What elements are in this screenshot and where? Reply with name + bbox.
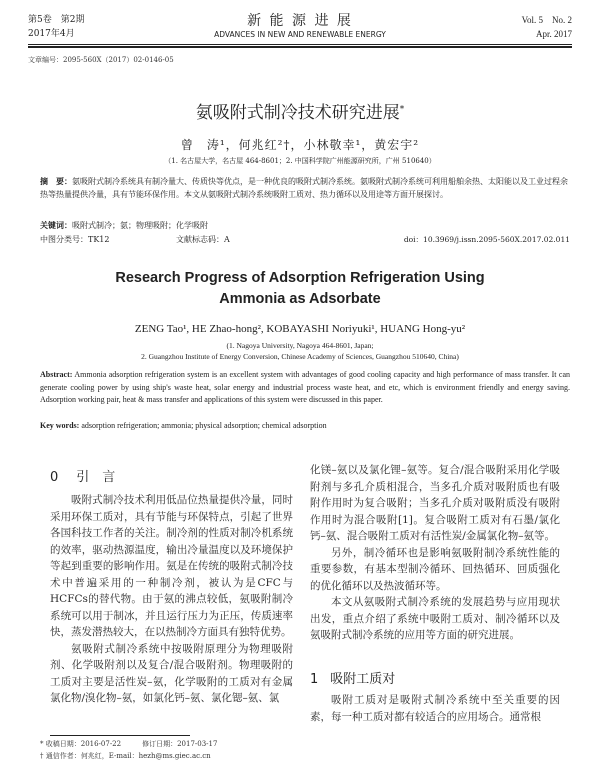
left-column <box>50 492 293 707</box>
clc-number: 中图分类号：TK12 <box>40 235 110 244</box>
keywords-cn-text: 吸附式制冷；氨；物理吸附；化学吸附 <box>72 221 208 230</box>
authors-cn: 曾 涛¹，何兆红²†，小林敬幸¹，黄宏宇² <box>180 138 420 152</box>
footnote-rule <box>50 735 190 736</box>
left-paragraph-2: 氨吸附式制冷系统中按吸附原理分为物理吸附剂、化学吸附剂以及复合/混合吸附剂。物理吸附的工质对主要是活性炭–氨，化学吸附的工质对有金属氯化物/溴化物–氨，如氯化钙–氨、氯化锶–氨、氯 <box>50 642 293 704</box>
section-1-body <box>310 692 560 725</box>
right-paragraph-3: 本文从氨吸附式制冷系统的发展趋势与应用现状出发，重点介绍了系统中吸附工质对、制冷循环以及氨吸附式制冷系统的应用等方面的研究进展。 <box>310 596 560 641</box>
document-code: 文献标志码：A <box>176 235 230 244</box>
abstract-cn <box>40 175 570 201</box>
footnote-mark-star: * <box>40 740 44 748</box>
abstract-en <box>40 369 570 407</box>
header-volume-cn: 第5卷 第2期 <box>28 15 85 25</box>
title-cn: 氨吸附式制冷技术研究进展* <box>195 103 405 123</box>
keywords-cn-label: 关键词： <box>40 220 72 230</box>
keywords-en <box>40 420 570 433</box>
abstract-cn-label: 摘 要： <box>40 176 72 186</box>
title-en-line1: Research Progress of Adsorption Refrigeration Using <box>115 270 485 286</box>
abstract-en-label: Abstract: <box>40 370 73 379</box>
left-paragraph-1: 吸附式制冷技术利用低品位热量提供冷量，同时采用环保工质对，具有节能与环保特点，引起了世界各国科技工作者的关注。制冷剂的性质对制冷机系统的效率，驱动热源温度，输出冷量温度以及环境保护等起到重要的影响作用。氨是在传统的吸附式制冷技术中普遍采用的一种制冷剂，被认为是CFC与HCFCs的替代物。由于氨的沸点较低，氨吸附制冷系统可以用于制冰，并且运行压力为正压，传质速率快，蒸发潜热较大，在以热制冷方面具有独特优势。 <box>50 494 293 638</box>
section-1-heading <box>310 668 395 687</box>
header-rule-thin <box>28 44 572 45</box>
affiliation-cn: （1. 名古屋大学，名古屋 464-8601；2. 中国科学院广州能源研究所，广州 510640） <box>164 157 436 165</box>
header-rule-thick <box>28 46 572 48</box>
keywords-en-text: adsorption refrigeration; ammonia; physical adsorption; chemical adsorption <box>81 421 327 430</box>
doi: doi：10.3969/j.issn.2095-560X.2017.02.011 <box>403 235 570 244</box>
right-paragraph-1: 化镁–氨以及氯化锂–氨等。复合/混合吸附采用化学吸附剂与多孔介质相混合，当多孔介质对吸附质也有吸附作用时为复合吸附；当多孔介质对吸附质没有吸附作用时为混合吸附[1]。复合吸附工质对有石墨/氯化钙–氨、混合吸附工质对有活性炭/金属氯化物–氨等。 <box>310 464 560 542</box>
section-1-title: 吸附工质对 <box>330 672 396 687</box>
keywords-cn <box>40 219 570 232</box>
right-paragraph-2: 另外，制冷循环也是影响氨吸附制冷系统性能的重要参数，有基本型制冷循环、回热循环、回质强化的优化循环以及热波循环等。 <box>310 546 560 592</box>
footnote-mark-dagger: † <box>40 752 44 760</box>
title-en-line2: Ammonia as Adsorbate <box>219 291 381 307</box>
header-date-cn: 2017年4月 <box>28 29 75 39</box>
right-column <box>310 462 560 644</box>
header-journal-en: ADVANCES IN NEW AND RENEWABLE ENERGY <box>214 30 386 39</box>
title-footnote-mark: * <box>399 104 405 115</box>
section-0-heading <box>50 466 115 485</box>
section-0-title: 引 言 <box>76 470 116 485</box>
abstract-cn-text: 氨吸附式制冷系统具有制冷量大、传质快等优点，是一种优良的吸附式制冷系统。氨吸附式制冷系统可利用船舶余热、太阳能以及工业过程余热等热量提供冷量，具有节能环保作用。本文从氨吸附式制冷系统吸附工质对、热力循环以及用途等方面开展探讨。 <box>40 177 568 199</box>
article-number: 文章编号：2095-560X（2017）02-0146-05 <box>28 56 174 64</box>
abstract-en-text: Ammonia adsorption refrigeration system is an excellent system with advantages of good cooling capacity and high performance of mass transfer. It can generate cooling power by using ship's waste heat, solar energy and industrial process waste heat, and etc, which is environment friendly and energy saving. Adsorption working pair, heat & mass transfer and applications of this system were discussed in this paper. <box>40 370 570 404</box>
header-date-en: Apr. 2017 <box>536 29 572 39</box>
affiliation-en-2: 2. Guangzhou Institute of Energy Conversion, Chinese Academy of Sciences, Guangzhou 510640, China) <box>141 352 459 361</box>
header-journal-cn: 新 能 源 进 展 <box>247 13 353 29</box>
section-0-number: 0 <box>50 470 59 485</box>
footnote-correspondence: † 通信作者：何兆红，E-mail：hezh@ms.giec.ac.cn <box>40 752 211 760</box>
section-1-paragraph: 吸附工质对是吸附式制冷系统中至关重要的因素，每一种工质对都有较适合的应用场合。通常根 <box>310 694 560 723</box>
header-volume-en: Vol. 5 No. 2 <box>521 15 572 25</box>
authors-en: ZENG Tao¹, HE Zhao-hong², KOBAYASHI Noriyuki¹, HUANG Hong-yu² <box>134 323 466 335</box>
section-1-number: 1 <box>310 672 319 687</box>
affiliation-en-1: (1. Nagoya University, Nagoya 464-8601, Japan; <box>226 341 374 350</box>
keywords-en-label: Key words: <box>40 421 80 430</box>
footnote-received: * 收稿日期：2016-07-22 修订日期：2017-03-17 <box>40 740 218 748</box>
